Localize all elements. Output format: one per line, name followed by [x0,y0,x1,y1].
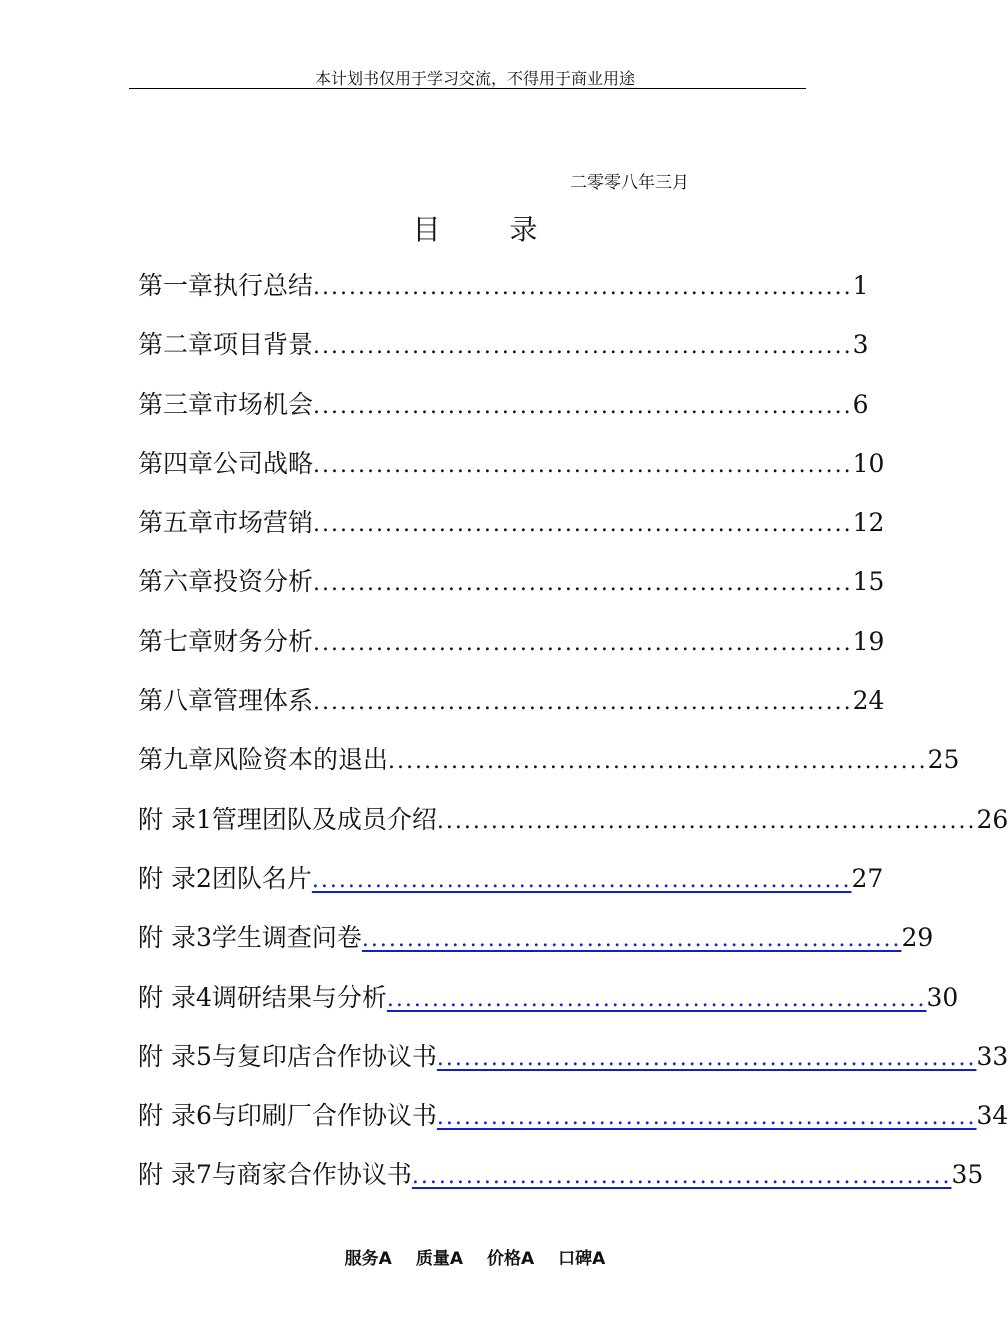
toc-entry-title: 项目背景 [213,330,314,360]
toc-entry-label: 第六章 [138,567,214,597]
toc-entry [138,800,1008,859]
toc-entry-page: 27 [851,863,884,893]
toc-leader: ............................................................ [313,630,853,656]
toc-entry-title: 学生调查问卷 [211,923,362,953]
toc-entry-page: 25 [927,745,960,775]
toc-entry-label: 附 录7 [138,1160,212,1190]
toc-entry-page: 24 [852,686,885,716]
page-header: 本计划书仅用于学习交流，不得用于商业用途 [314,69,635,88]
toc-entry-page: 1 [852,271,869,300]
toc-entry[interactable] [138,1096,1008,1155]
toc-entry-title: 市场机会 [213,389,314,419]
toc-entry-page: 19 [852,626,885,656]
page-footer [0,1244,950,1269]
toc-entry [138,503,885,562]
toc-entry-title: 调研结果与分析 [211,982,387,1012]
toc-leader: ............................................................ [313,275,853,300]
toc-entry-page: 15 [852,567,885,597]
toc-entry-title: 公司战略 [213,448,314,478]
toc-entry-page: 26 [976,804,1008,834]
toc-entry-label: 第三章 [138,389,214,419]
footer-item: 质量A [415,1249,463,1269]
toc-entry-title: 财务分析 [213,626,314,656]
toc-entry [138,325,869,384]
toc-entry-label: 附 录5 [138,1041,212,1071]
toc-entry [138,562,885,621]
toc-entry-page: 10 [852,448,885,478]
toc-leader: ............................................................ [313,393,853,419]
toc-entry-label: 第九章 [138,745,214,775]
toc-leader: ............................................................ [313,571,853,597]
toc-entry-label: 附 录6 [138,1101,212,1131]
toc-leader: ............................................................ [388,749,928,775]
toc-entry-page: 29 [901,923,934,953]
table-of-contents [138,266,1008,1215]
toc-leader-link[interactable]: ............................................................ [311,867,852,893]
toc-leader-link[interactable]: ............................................................ [436,1105,977,1131]
toc-leader: ............................................................ [436,808,977,834]
toc-entry[interactable] [138,978,959,1037]
toc-entry-page: 33 [976,1041,1008,1071]
document-date: 二零零八年三月 [570,173,689,193]
toc-entry-label: 第二章 [138,330,214,360]
toc-entry-label: 附 录3 [138,923,212,953]
toc-entry [138,266,869,325]
toc-entry-title: 团队名片 [211,863,312,893]
toc-entry[interactable] [138,918,934,977]
toc-entry-page: 30 [926,982,959,1012]
toc-entry-page: 35 [951,1160,984,1190]
toc-entry-title: 与商家合作协议书 [211,1160,412,1190]
toc-entry-title: 投资分析 [213,567,314,597]
toc-entry-title: 执行总结 [213,271,314,300]
toc-entry-title: 管理体系 [213,686,314,716]
toc-leader: ............................................................ [313,334,853,360]
toc-entry-label: 第八章 [138,686,214,716]
toc-entry-page: 34 [976,1101,1008,1131]
toc-leader-link[interactable]: ............................................................ [411,1164,952,1190]
toc-entry-label: 第五章 [138,508,214,538]
toc-entry-title: 风险资本的退出 [213,745,389,775]
toc-entry-label: 附 录1 [138,804,212,834]
toc-entry-title: 管理团队及成员介绍 [211,804,437,834]
toc-entry-label: 第一章 [138,271,214,300]
toc-entry-page: 6 [852,389,869,419]
toc-leader-link[interactable]: ............................................................ [436,1045,977,1071]
toc-leader-link[interactable]: ............................................................ [386,986,927,1012]
footer-item: 服务A [344,1249,392,1269]
toc-entry-label: 附 录4 [138,982,212,1012]
toc-leader: ............................................................ [313,452,853,478]
toc-entry-label: 第四章 [138,448,214,478]
toc-entry-label: 第七章 [138,626,214,656]
toc-entry [138,681,885,740]
toc-entry [138,385,869,444]
toc-entry-label: 附 录2 [138,863,212,893]
toc-entry[interactable] [138,1155,984,1214]
toc-entry [138,444,885,503]
toc-entry-page: 3 [852,330,869,360]
toc-entry[interactable] [138,1037,1008,1096]
toc-title: 目 录 [412,213,568,246]
toc-entry[interactable] [138,859,884,918]
toc-entry-title: 与复印店合作协议书 [211,1041,437,1071]
toc-leader: ............................................................ [313,690,853,716]
footer-item: 口碑A [558,1249,606,1269]
toc-leader-link[interactable]: ............................................................ [361,927,902,953]
toc-entry-title: 与印刷厂合作协议书 [211,1101,437,1131]
toc-entry [138,622,885,681]
toc-entry-title: 市场营销 [213,508,314,538]
toc-entry-page: 12 [852,508,885,538]
header-divider [129,88,806,89]
toc-entry [138,740,960,799]
footer-item: 价格A [487,1249,535,1269]
toc-leader: ............................................................ [313,512,853,538]
